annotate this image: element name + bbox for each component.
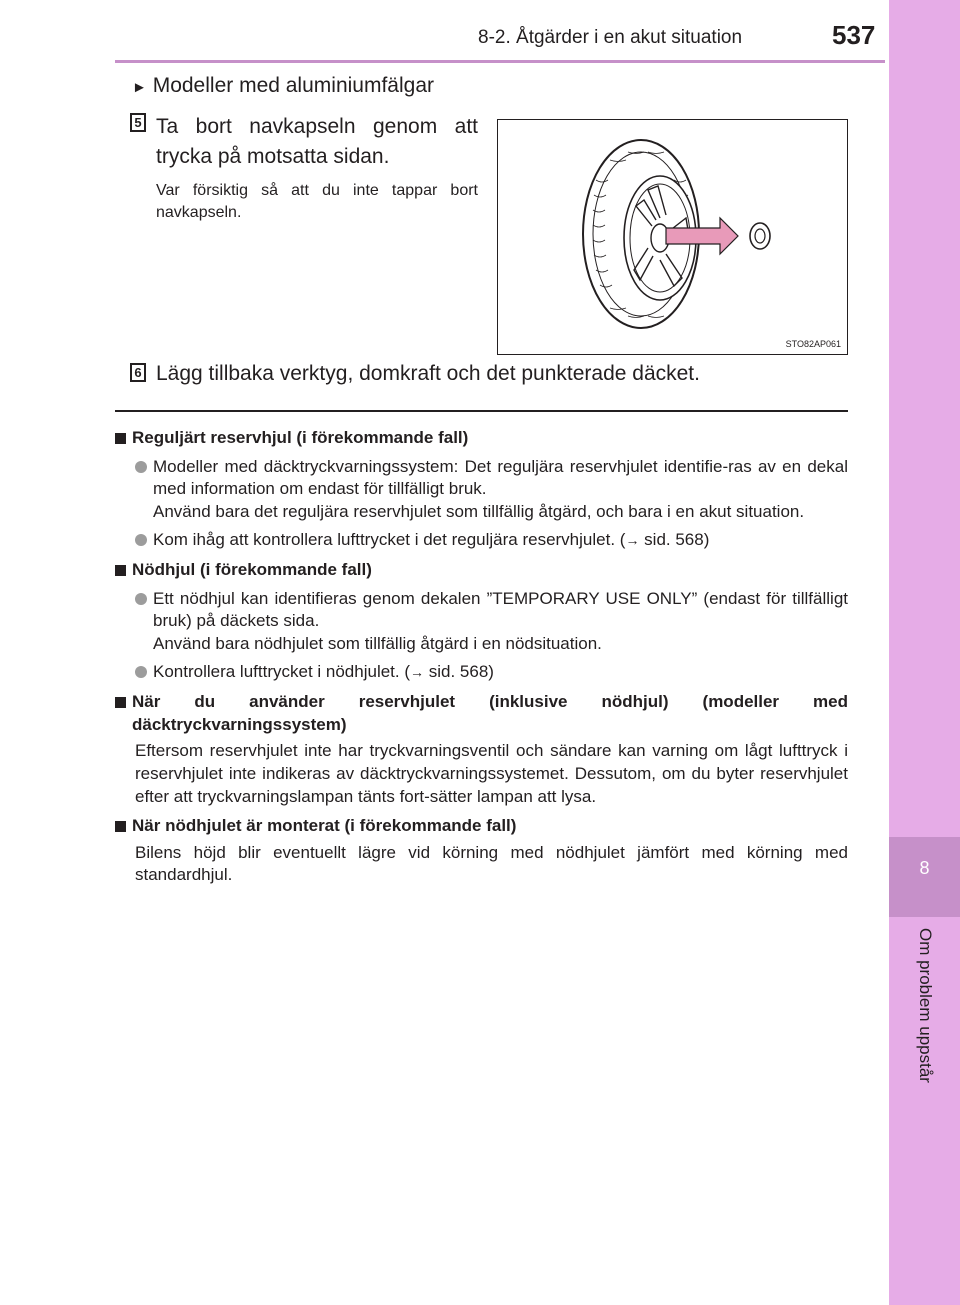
- square-bullet-icon: [115, 697, 126, 708]
- chapter-number: 8: [919, 858, 930, 878]
- circle-bullet-icon: [135, 593, 147, 605]
- page-number: 537: [832, 20, 876, 50]
- list-item-text-before: Kontrollera lufttrycket i nödhjulet. (: [153, 662, 411, 682]
- notes-body: [115, 420, 848, 887]
- square-bullet-icon: [115, 565, 126, 576]
- side-tab: [889, 0, 960, 1305]
- step-5-instruction: Ta bort navkapseln genom att trycka på motsatta sidan.: [156, 115, 478, 169]
- step-5-note: Var försiktig så att du inte tappar bort navkapseln.: [156, 182, 478, 222]
- circle-bullet-icon: [135, 461, 147, 473]
- circle-bullet-icon: [135, 534, 147, 546]
- section-heading-text: Reguljärt reservhjul (i förekommande fall): [132, 428, 469, 447]
- header-section-title: 8-2. Åtgärder i en akut situation: [478, 27, 743, 48]
- list-item: [135, 661, 848, 684]
- arrow-right-icon: →: [625, 532, 640, 549]
- section-paragraph: Bilens höjd blir eventuellt lägre vid körning med nödhjulet jämfört med körning med standardhjul.: [135, 842, 848, 885]
- page-reference[interactable]: sid. 568): [639, 530, 710, 550]
- figure-code: STO82AP061: [785, 339, 841, 349]
- section-paragraph: Eftersom reservhjulet inte har tryckvarningsventil och sändare kan varning om lågt lufttryck i reservhjulet inte indikeras av däcktryckvarningssystemet. Dessutom, om du byter reservhjulet efter att tryckvarningslampan tänts fort-sätter lampan att lysa.: [135, 741, 848, 806]
- step-number-6: 6: [130, 363, 146, 382]
- wheel-cap-illustration: [497, 119, 848, 355]
- list-item-text-before: Kom ihåg att kontrollera lufttrycket i det reguljära reservhjulet. (: [153, 530, 626, 550]
- section-divider: [115, 410, 848, 412]
- list-item: [135, 456, 848, 524]
- list-item-line: Ett nödhjul kan identifieras genom dekalen ”TEMPORARY USE ONLY” (endast för tillfälligt bruk) på däckets sida.: [153, 588, 848, 631]
- list-item-line: Modeller med däcktryckvarningssystem: Det reguljära reservhjulet identifie-ras av en dekal med information om endast för tillfälligt bruk.: [153, 456, 848, 499]
- chapter-title: Om problem uppstår: [916, 928, 935, 1083]
- square-bullet-icon: [115, 821, 126, 832]
- section-heading-text: Nödhjul (i förekommande fall): [132, 560, 372, 580]
- section-heading: [115, 559, 848, 582]
- list-item-line: Använd bara det reguljära reservhjulet som tillfällig åtgärd, och bara i en akut situation.: [153, 501, 805, 521]
- section-heading-text: När nödhjulet är monterat (i förekommande fall): [132, 816, 517, 836]
- square-bullet-icon: [115, 433, 126, 444]
- step-6-instruction: Lägg tillbaka verktyg, domkraft och det punkterade däcket.: [156, 362, 700, 385]
- list-item-text: [153, 661, 848, 684]
- section-heading: [115, 815, 848, 838]
- list-item: [135, 529, 848, 552]
- header-divider: [115, 60, 885, 63]
- tire-illustration-icon: [498, 120, 846, 353]
- list-item-line: Använd bara nödhjulet som tillfällig åtgärd i en nödsituation.: [153, 633, 602, 653]
- list-item-text: [153, 588, 848, 656]
- circle-bullet-icon: [135, 666, 147, 678]
- section-heading: [115, 427, 848, 450]
- triangle-marker-icon: ►: [132, 79, 147, 96]
- section-heading-text: När du använder reservhjulet (inklusive nödhjul) (modeller med däcktryckvarningssystem): [132, 692, 848, 734]
- list-item: [135, 588, 848, 656]
- sub-heading-text: Modeller med aluminiumfälgar: [152, 74, 434, 97]
- page-reference[interactable]: sid. 568): [424, 662, 494, 682]
- sub-heading: [132, 74, 434, 98]
- list-item-text: [153, 456, 848, 524]
- list-item-text: [153, 529, 848, 552]
- arrow-right-icon: →: [410, 664, 425, 681]
- section-heading: [115, 691, 848, 736]
- step-number-5: 5: [130, 113, 146, 132]
